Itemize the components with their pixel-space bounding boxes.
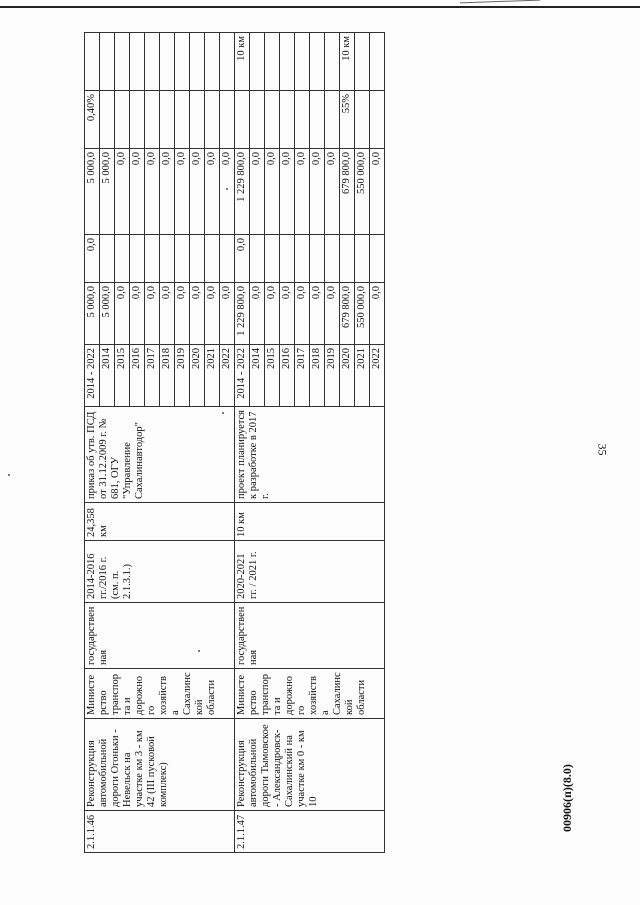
capacity-intro-cell: 10 км	[340, 33, 355, 91]
readiness-cell	[160, 91, 175, 149]
federal-funding-cell	[175, 235, 190, 283]
object-name: Реконструкция автомобильной дороги Огоньки - Невельск на участке км 3 - км 42 (III пусковой комплекс)	[85, 719, 235, 811]
readiness-cell	[295, 91, 310, 149]
page-number: 35	[595, 443, 610, 456]
readiness-cell: 0,40%	[85, 91, 100, 149]
readiness-cell	[220, 91, 235, 149]
readiness-cell	[205, 91, 220, 149]
capacity-intro-cell: 10 км	[235, 33, 250, 91]
year-cell: 2015	[115, 345, 130, 407]
year-cell: 2019	[175, 345, 190, 407]
readiness-cell	[115, 91, 130, 149]
total-funding-cell: 5 000,0	[85, 283, 100, 345]
capacity-intro-cell	[370, 33, 385, 91]
year-cell: 2022	[370, 345, 385, 407]
federal-funding-cell	[265, 235, 280, 283]
total-funding-cell: 0,0	[250, 283, 265, 345]
federal-funding-cell	[130, 235, 145, 283]
federal-funding-cell	[220, 235, 235, 283]
total-funding-cell: 1 229 800,0	[235, 283, 250, 345]
readiness-cell	[100, 91, 115, 149]
total-funding-cell: 0,0	[205, 283, 220, 345]
year-cell: 2014	[100, 345, 115, 407]
readiness-cell	[130, 91, 145, 149]
regional-funding-cell: 0,0	[310, 149, 325, 235]
federal-funding-cell: 0,0	[85, 235, 100, 283]
regional-funding-cell: 5 000,0	[100, 149, 115, 235]
total-funding-cell: 0,0	[175, 283, 190, 345]
readiness-cell	[250, 91, 265, 149]
year-cell: 2020	[340, 345, 355, 407]
readiness-cell	[145, 91, 160, 149]
capacity-intro-cell	[115, 33, 130, 91]
scan-mark	[460, 0, 540, 3]
customer-name: Министерство транспорта и дорожного хозяйства Сахалинской области	[235, 669, 385, 719]
year-cell: 2022	[220, 345, 235, 407]
readiness-cell	[325, 91, 340, 149]
regional-funding-cell: 0,0	[205, 149, 220, 235]
federal-funding-cell	[370, 235, 385, 283]
regional-funding-cell: 0,0	[145, 149, 160, 235]
regional-funding-cell: 0,0	[265, 149, 280, 235]
table-row	[85, 33, 100, 853]
federal-funding-cell: 0,0	[235, 235, 250, 283]
year-cell: 2017	[145, 345, 160, 407]
regional-funding-cell: 0,0	[295, 149, 310, 235]
total-funding-cell: 0,0	[370, 283, 385, 345]
federal-funding-cell	[100, 235, 115, 283]
readiness-cell	[175, 91, 190, 149]
year-cell: 2018	[310, 345, 325, 407]
capacity-intro-cell	[355, 33, 370, 91]
regional-funding-cell: 550 000,0	[355, 149, 370, 235]
regional-funding-cell: 0,0	[370, 149, 385, 235]
construction-period: 2020-2021 гг. / 2021 г.	[235, 541, 385, 603]
construction-period: 2014-2016 гг./2016 г. (см. п. 2.1.3.1.)	[85, 541, 235, 603]
scan-speck	[8, 474, 10, 476]
federal-funding-cell	[310, 235, 325, 283]
total-funding-cell: 5 000,0	[100, 283, 115, 345]
capacity-intro-cell	[100, 33, 115, 91]
capacity-intro-cell	[160, 33, 175, 91]
total-funding-cell: 0,0	[145, 283, 160, 345]
total-funding-cell: 0,0	[265, 283, 280, 345]
federal-funding-cell	[355, 235, 370, 283]
regional-funding-cell: 5 000,0	[85, 149, 100, 235]
capacity-intro-cell	[220, 33, 235, 91]
regional-funding-cell: 0,0	[130, 149, 145, 235]
readiness-cell	[310, 91, 325, 149]
document-code: 00906(п)(8.0)	[560, 764, 574, 832]
year-cell: 2014	[250, 345, 265, 407]
regional-funding-cell: 0,0	[325, 149, 340, 235]
capacity-intro-cell	[265, 33, 280, 91]
federal-funding-cell	[160, 235, 175, 283]
top-rule	[0, 6, 640, 8]
total-funding-cell: 550 000,0	[355, 283, 370, 345]
total-funding-cell: 679 800,0	[340, 283, 355, 345]
federal-funding-cell	[145, 235, 160, 283]
federal-funding-cell	[205, 235, 220, 283]
capacity-intro-cell	[205, 33, 220, 91]
capacity-intro-cell	[130, 33, 145, 91]
project-document: приказ об утв. ПСД от 31.12.2009 г. № 681, ОГУ "Управление Сахалинавтодор"	[85, 407, 235, 503]
year-cell: 2014 - 2022	[85, 345, 100, 407]
year-cell: 2020	[190, 345, 205, 407]
rotated-table-container	[84, 33, 564, 853]
readiness-cell: 55%	[340, 91, 355, 149]
regional-funding-cell: 0,0	[160, 149, 175, 235]
customer-name: Министерство транспорта и дорожного хозяйства Сахалинской области	[85, 669, 235, 719]
federal-funding-cell	[340, 235, 355, 283]
readiness-cell	[235, 91, 250, 149]
total-funding-cell: 0,0	[295, 283, 310, 345]
readiness-cell	[280, 91, 295, 149]
capacity-intro-cell	[175, 33, 190, 91]
year-cell: 2017	[295, 345, 310, 407]
regional-funding-cell: 0,0	[115, 149, 130, 235]
capacity-intro-cell	[310, 33, 325, 91]
object-number: 2.1.1.47	[235, 811, 385, 853]
regional-funding-cell: 0,0	[250, 149, 265, 235]
year-cell: 2016	[280, 345, 295, 407]
object-number: 2.1.1.46	[85, 811, 235, 853]
regional-funding-cell: 0,0	[175, 149, 190, 235]
year-cell: 2021	[355, 345, 370, 407]
ownership-form: государственная	[235, 603, 385, 669]
capacity-intro-cell	[250, 33, 265, 91]
readiness-cell	[265, 91, 280, 149]
total-funding-cell: 0,0	[220, 283, 235, 345]
regional-funding-cell: 0,0	[220, 149, 235, 235]
total-funding-cell: 0,0	[310, 283, 325, 345]
federal-funding-cell	[115, 235, 130, 283]
capacity-intro-cell	[145, 33, 160, 91]
year-cell: 2014 - 2022	[235, 345, 250, 407]
federal-funding-cell	[190, 235, 205, 283]
regional-funding-cell: 0,0	[280, 149, 295, 235]
federal-funding-cell	[250, 235, 265, 283]
capacity-intro-cell	[280, 33, 295, 91]
readiness-cell	[355, 91, 370, 149]
total-funding-cell: 0,0	[280, 283, 295, 345]
capacity-intro-cell	[295, 33, 310, 91]
year-cell: 2019	[325, 345, 340, 407]
object-name: Реконструкция автомобильной дороги Тымовское - Александровск-Сахалинский на участке км 0 - км 10	[235, 719, 385, 811]
regional-funding-cell: 679 800,0	[340, 149, 355, 235]
regional-funding-cell: 1 229 800,0	[235, 149, 250, 235]
year-cell: 2015	[265, 345, 280, 407]
total-funding-cell: 0,0	[325, 283, 340, 345]
capacity-intro-cell	[190, 33, 205, 91]
capacity-intro-cell	[85, 33, 100, 91]
ownership-form: государственная	[85, 603, 235, 669]
table-row	[235, 33, 250, 853]
federal-funding-cell	[280, 235, 295, 283]
table-body	[85, 33, 385, 853]
object-capacity: 10 км	[235, 503, 385, 541]
federal-funding-cell	[325, 235, 340, 283]
federal-funding-cell	[295, 235, 310, 283]
total-funding-cell: 0,0	[115, 283, 130, 345]
readiness-cell	[190, 91, 205, 149]
year-cell: 2018	[160, 345, 175, 407]
project-document: проект планируется к разработке в 2017 г.	[235, 407, 385, 503]
year-cell: 2016	[130, 345, 145, 407]
regional-funding-cell: 0,0	[190, 149, 205, 235]
program-table	[84, 32, 385, 853]
capacity-intro-cell	[325, 33, 340, 91]
total-funding-cell: 0,0	[190, 283, 205, 345]
readiness-cell	[370, 91, 385, 149]
object-capacity: 24,358 км	[85, 503, 235, 541]
year-cell: 2021	[205, 345, 220, 407]
total-funding-cell: 0,0	[160, 283, 175, 345]
total-funding-cell: 0,0	[130, 283, 145, 345]
